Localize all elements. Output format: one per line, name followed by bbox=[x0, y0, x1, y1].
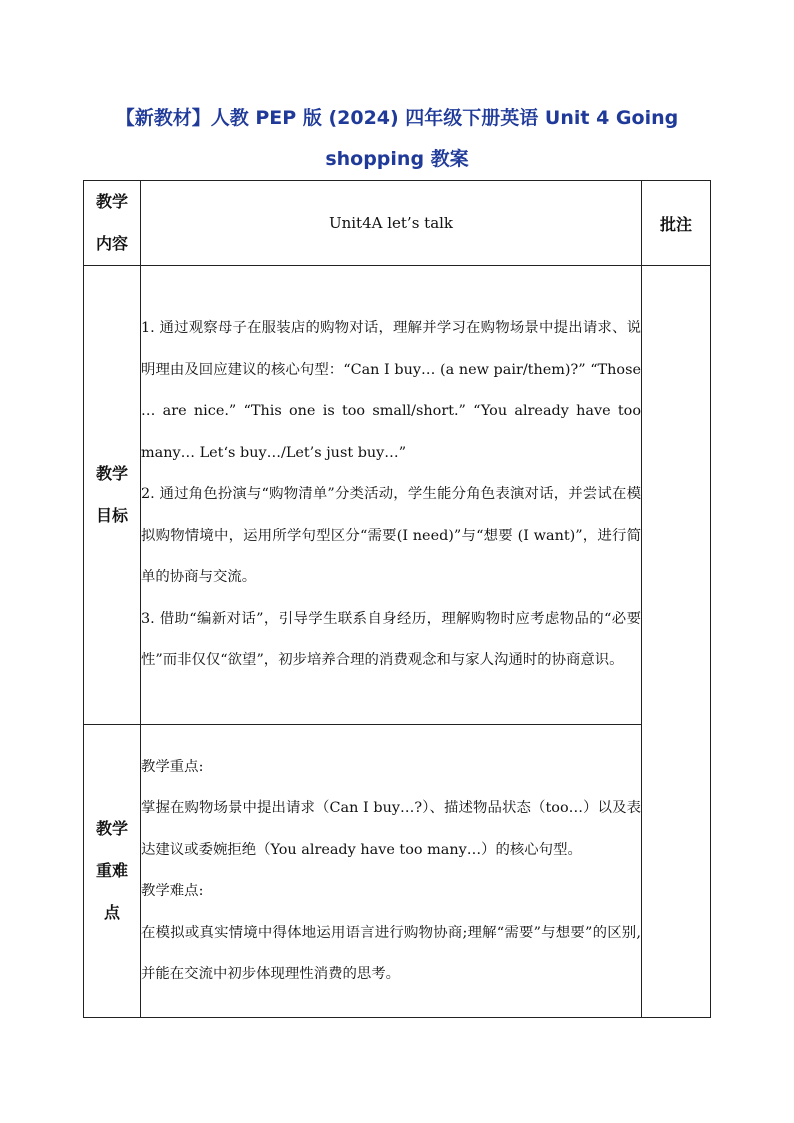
notes-cell bbox=[642, 266, 711, 1018]
focus-heading: 教学重点: bbox=[141, 758, 204, 775]
difficulty-text: 在模拟或真实情境中得体地运用语言进行购物协商;理解“需要”与想要”的区别,并能在交流中初步体现理性消费的思考。 bbox=[141, 924, 641, 982]
goals-row bbox=[84, 266, 711, 725]
goals-label-line-2: 目标 bbox=[95, 506, 128, 525]
content-label-line-1: 教学 bbox=[95, 192, 128, 211]
key-label-line-1: 教学 bbox=[95, 819, 128, 838]
difficulty-heading: 教学难点: bbox=[141, 883, 204, 899]
title-line-1: 【新教材】人教 PEP 版 (2024) 四年级下册英语 Unit 4 Going bbox=[115, 107, 679, 129]
goals-content bbox=[141, 266, 642, 725]
lesson-plan-table bbox=[83, 180, 711, 1018]
key-points-content bbox=[141, 725, 642, 1018]
header-row bbox=[84, 181, 711, 266]
goals-label-line-1: 教学 bbox=[95, 464, 128, 483]
key-label-line-3: 点 bbox=[103, 903, 120, 922]
content-label-line-2: 内容 bbox=[95, 234, 128, 253]
key-points-label-cell bbox=[84, 725, 141, 1018]
key-label-line-2: 重难 bbox=[95, 861, 128, 880]
goal-paragraph-1: 1. 通过观察母子在服装店的购物对话，理解并学习在购物场景中提出请求、说明理由及回应建议的核心句型：“Can I buy… (a new pair/them)?” “Those … are nice.” “This one is too small/short.” “You already have too many… Let‘s buy…/Let’s just buy…” bbox=[141, 320, 641, 461]
focus-text: 掌握在购物场景中提出请求（Can I buy…?）、描述物品状态（too…）以及表达建议或委婉拒绝（You already have too many…）的核心句型。 bbox=[141, 800, 641, 858]
document-title bbox=[90, 98, 704, 180]
content-label-cell bbox=[84, 181, 141, 266]
notes-header: 批注 bbox=[642, 181, 711, 266]
title-line-2: shopping 教案 bbox=[325, 148, 469, 170]
key-points-row bbox=[84, 725, 711, 1018]
goal-paragraph-3: 3. 借助“编新对话”，引导学生联系自身经历，理解购物时应考虑物品的“必要性”而非仅仅“欲望”，初步培养合理的消费观念和与家人沟通时的协商意识。 bbox=[141, 610, 641, 669]
lesson-topic: Unit4A let’s talk bbox=[141, 181, 642, 266]
goals-label-cell bbox=[84, 266, 141, 725]
goal-paragraph-2: 2. 通过角色扮演与“购物清单”分类活动，学生能分角色表演对话，并尝试在模拟购物情境中，运用所学句型区分“需要(I need)”与“想要 (I want)”，进行简单的协商与交流。 bbox=[141, 486, 641, 586]
